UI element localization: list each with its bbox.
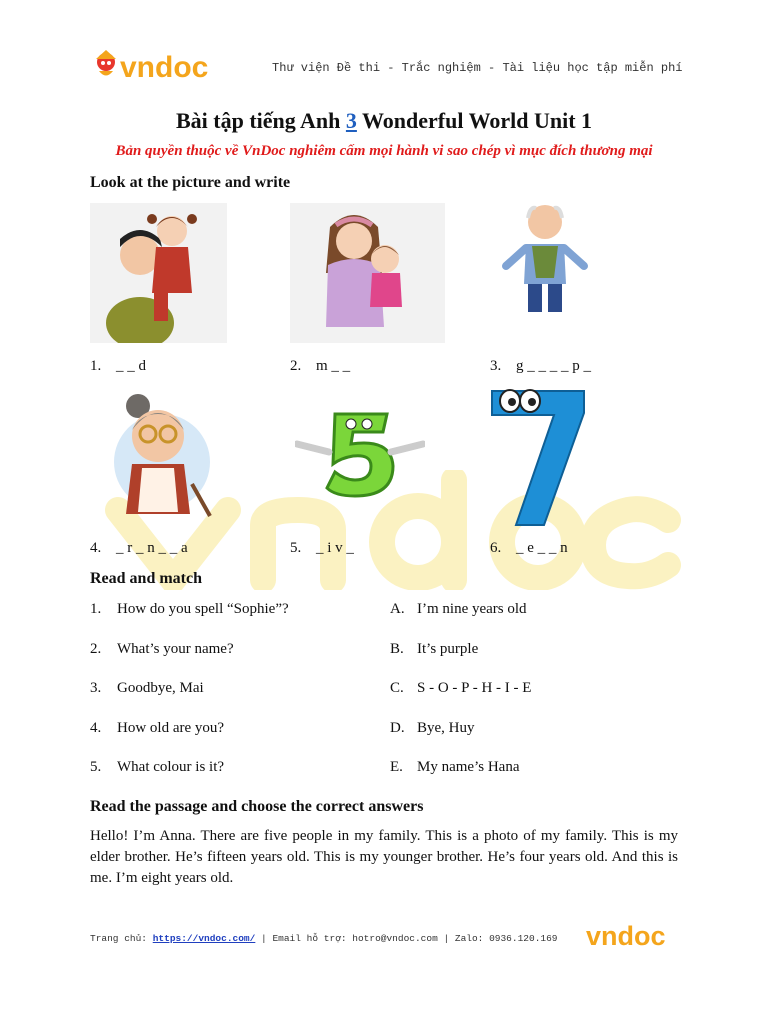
write-item-4: 4. _ r _ n _ _ a xyxy=(90,540,188,556)
reading-passage: Hello! I’m Anna. There are five people in my family. This is a photo of my family. This is my elder brother. He’s fifteen years old. This is my younger brother. He’s four years old. And this is me. I’m eight years old. xyxy=(90,828,678,886)
dad-child-icon xyxy=(90,203,227,343)
question-5: 5. What colour is it? xyxy=(90,759,225,775)
write-item-3: 3. g _ _ _ _ p _ xyxy=(490,358,591,374)
question-1: 1. How do you spell “Sophie”? xyxy=(90,601,289,617)
grandpa-icon xyxy=(490,200,600,318)
question-2: 2. What’s your name? xyxy=(90,641,234,657)
answer-e: E. My name’s Hana xyxy=(390,759,520,775)
write-item-5: 5. _ i v _ xyxy=(290,540,354,556)
write-item-6: 6. _ e _ _ n xyxy=(490,540,568,556)
title-grade-link[interactable]: 3 xyxy=(345,108,357,133)
grandma-icon xyxy=(100,388,220,526)
footer-vndoc-logo xyxy=(586,920,678,952)
write-item-2: 2. m _ _ xyxy=(290,358,351,374)
number-five-icon xyxy=(295,408,425,500)
header-tagline: Thư viện Đề thi - Trắc nghiệm - Tài liệu học tập miễn phí xyxy=(272,61,683,75)
answer-d: D. Bye, Huy xyxy=(390,720,475,736)
footer-contact xyxy=(90,933,558,944)
vndoc-logo xyxy=(90,46,236,86)
title-prefix: Bài tập tiếng Anh xyxy=(175,108,346,133)
svg-text:vndoc: vndoc xyxy=(120,51,209,84)
question-3: 3. Goodbye, Mai xyxy=(90,680,204,696)
svg-text:vndoc: vndoc xyxy=(586,921,666,951)
answer-a: A. I’m nine years old xyxy=(390,601,527,617)
page-title xyxy=(0,108,768,134)
footer-home-link[interactable]: https://vndoc.com/ xyxy=(152,933,256,944)
question-4: 4. How old are you? xyxy=(90,720,225,736)
copyright-notice: Bản quyền thuộc về VnDoc nghiêm cấm mọi hành vi sao chép vì mục đích thương mại xyxy=(115,143,653,159)
answer-b: B. It’s purple xyxy=(390,641,479,657)
footer-home-label: Trang chủ: xyxy=(90,933,153,944)
title-suffix: Wonderful World Unit 1 xyxy=(356,108,593,133)
number-seven-icon xyxy=(488,385,590,527)
answer-c: C. S - O - P - H - I - E xyxy=(390,680,532,696)
write-item-1: 1. _ _ d xyxy=(90,358,146,374)
section-heading-passage: Read the passage and choose the correct answers xyxy=(90,798,424,815)
section-heading-write: Look at the picture and write xyxy=(90,174,291,191)
mom-child-icon xyxy=(290,203,445,343)
section-heading-match: Read and match xyxy=(90,570,203,587)
footer-email-zalo: | Email hỗ trợ: hotro@vndoc.com | Zalo: 0936.120.169 xyxy=(255,933,558,944)
